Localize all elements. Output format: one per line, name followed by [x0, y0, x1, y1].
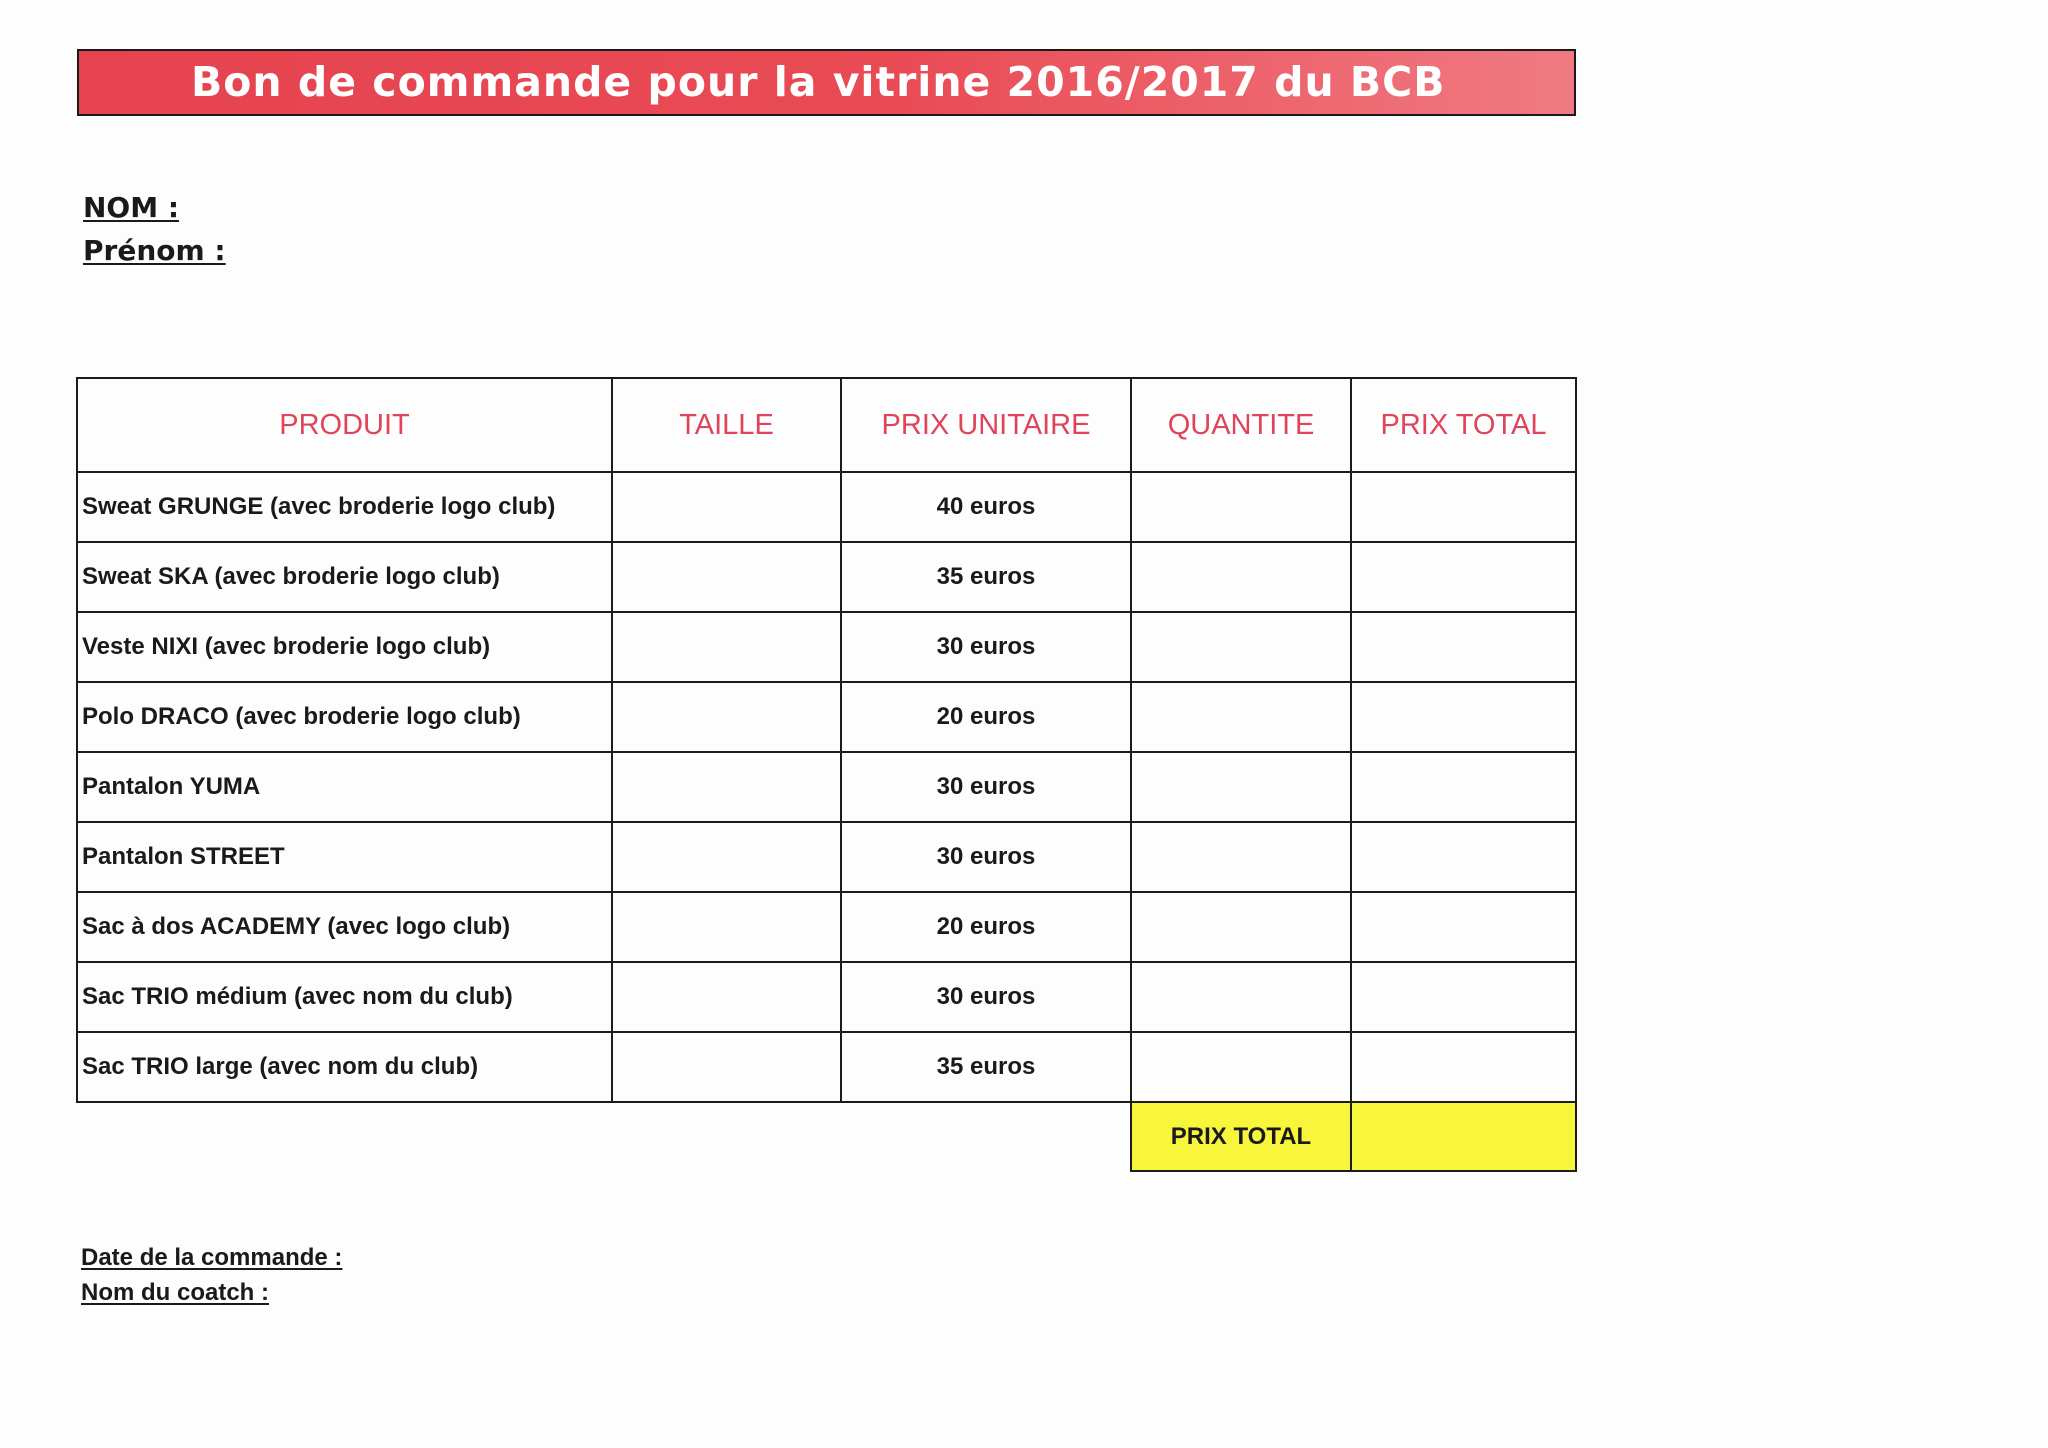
- table-row: [77, 822, 1576, 892]
- prix-total-cell[interactable]: [1351, 822, 1576, 892]
- prix-total-cell[interactable]: [1351, 612, 1576, 682]
- prix-total-cell[interactable]: [1351, 752, 1576, 822]
- product-name: Pantalon YUMA: [77, 752, 612, 822]
- prix-total-cell[interactable]: [1351, 472, 1576, 542]
- quantite-cell[interactable]: [1131, 472, 1351, 542]
- taille-cell[interactable]: [612, 962, 841, 1032]
- title-banner: [77, 49, 1576, 116]
- unit-price: 20 euros: [841, 682, 1131, 752]
- table-row: [77, 472, 1576, 542]
- table-row: [77, 752, 1576, 822]
- prix-total-cell[interactable]: [1351, 892, 1576, 962]
- column-header-prix-unitaire: PRIX UNITAIRE: [841, 378, 1131, 472]
- total-row: [77, 1102, 1576, 1171]
- quantite-cell[interactable]: [1131, 892, 1351, 962]
- grand-total-value[interactable]: [1351, 1102, 1576, 1171]
- taille-cell[interactable]: [612, 612, 841, 682]
- table-row: [77, 682, 1576, 752]
- total-spacer: [77, 1102, 612, 1171]
- taille-cell[interactable]: [612, 1032, 841, 1102]
- product-name: Sweat SKA (avec broderie logo club): [77, 542, 612, 612]
- prix-total-cell[interactable]: [1351, 542, 1576, 612]
- quantite-cell[interactable]: [1131, 542, 1351, 612]
- taille-cell[interactable]: [612, 822, 841, 892]
- table-row: [77, 1032, 1576, 1102]
- taille-cell[interactable]: [612, 752, 841, 822]
- product-name: Sac TRIO médium (avec nom du club): [77, 962, 612, 1032]
- quantite-cell[interactable]: [1131, 1032, 1351, 1102]
- column-header-prix-total: PRIX TOTAL: [1351, 378, 1576, 472]
- product-name: Sac à dos ACADEMY (avec logo club): [77, 892, 612, 962]
- page-title: Bon de commande pour la vitrine 2016/2017 du BCB: [191, 58, 1446, 106]
- unit-price: 20 euros: [841, 892, 1131, 962]
- column-header-produit: PRODUIT: [77, 378, 612, 472]
- quantite-cell[interactable]: [1131, 962, 1351, 1032]
- table-row: [77, 962, 1576, 1032]
- order-date-label: Date de la commande :: [81, 1244, 343, 1271]
- table-row: [77, 892, 1576, 962]
- order-table: [76, 377, 1577, 1172]
- quantite-cell[interactable]: [1131, 822, 1351, 892]
- prix-total-cell[interactable]: [1351, 962, 1576, 1032]
- unit-price: 30 euros: [841, 612, 1131, 682]
- product-name: Polo DRACO (avec broderie logo club): [77, 682, 612, 752]
- quantite-cell[interactable]: [1131, 682, 1351, 752]
- total-spacer: [612, 1102, 841, 1171]
- quantite-cell[interactable]: [1131, 752, 1351, 822]
- column-header-quantite: QUANTITE: [1131, 378, 1351, 472]
- table-row: [77, 612, 1576, 682]
- table-header-row: [77, 378, 1576, 472]
- total-spacer: [841, 1102, 1131, 1171]
- prenom-label: Prénom :: [83, 234, 226, 267]
- quantite-cell[interactable]: [1131, 612, 1351, 682]
- taille-cell[interactable]: [612, 682, 841, 752]
- prix-total-cell[interactable]: [1351, 1032, 1576, 1102]
- product-name: Sac TRIO large (avec nom du club): [77, 1032, 612, 1102]
- product-name: Veste NIXI (avec broderie logo club): [77, 612, 612, 682]
- column-header-taille: TAILLE: [612, 378, 841, 472]
- product-name: Pantalon STREET: [77, 822, 612, 892]
- unit-price: 35 euros: [841, 1032, 1131, 1102]
- table-row: [77, 542, 1576, 612]
- unit-price: 30 euros: [841, 962, 1131, 1032]
- unit-price: 30 euros: [841, 822, 1131, 892]
- grand-total-label: PRIX TOTAL: [1131, 1102, 1351, 1171]
- taille-cell[interactable]: [612, 542, 841, 612]
- product-name: Sweat GRUNGE (avec broderie logo club): [77, 472, 612, 542]
- unit-price: 35 euros: [841, 542, 1131, 612]
- unit-price: 30 euros: [841, 752, 1131, 822]
- coach-name-label: Nom du coatch :: [81, 1279, 270, 1306]
- unit-price: 40 euros: [841, 472, 1131, 542]
- nom-label: NOM :: [83, 191, 180, 224]
- prix-total-cell[interactable]: [1351, 682, 1576, 752]
- taille-cell[interactable]: [612, 892, 841, 962]
- taille-cell[interactable]: [612, 472, 841, 542]
